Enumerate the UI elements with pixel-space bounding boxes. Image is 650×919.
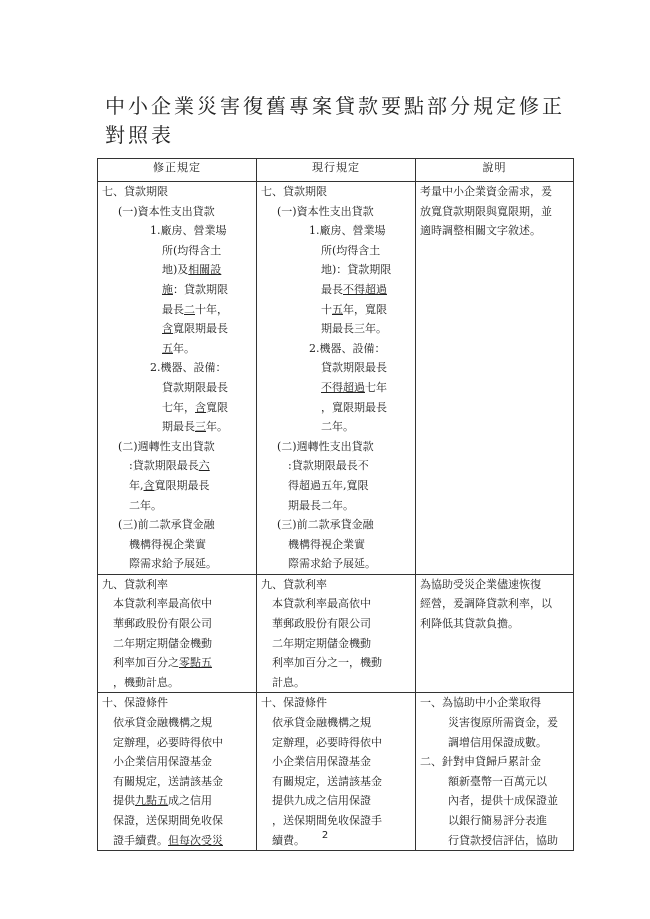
current-line: 二年期定期儲金機動 [272,636,371,650]
note-cell [416,574,574,693]
document-title: 中小企業災害復舊專案貸款要點部分規定修正對照表 [105,94,565,147]
note-line: 適時調整相關文字敘述。 [420,224,541,238]
current-line: 貸款期限最長 [321,361,387,375]
amended-text: 二 [184,302,195,316]
revised-line: 年,含寬限期最長 [118,478,210,492]
revised-line: 華郵政股份有限公司 [113,617,212,631]
note-line: 放寬貸款期限與寬限期，並 [420,204,552,218]
amended-text: 相關設 [188,263,222,277]
current-line: 得超過五年,寬限 [277,478,369,492]
current-line: 七、貸款期限 [261,185,327,198]
current-cell [257,693,416,851]
current-line: 所(均得含土 [321,243,381,257]
revised-line: 提供九點五成之信用 [113,794,212,808]
note-line: 一、為協助中小企業取得 [420,696,541,710]
revised-line: 最長二十年， [162,302,228,316]
revised-line: 十、保證條件 [102,696,168,710]
revised-line: 有關規定，送請該基金 [113,774,223,788]
current-line: 小企業信用保證基金 [272,755,371,769]
revised-line: 五年。 [162,341,195,355]
note-line: 二、針對申貸歸戶累計金 [420,755,541,769]
table-row [98,693,574,851]
amended-text: 九點五 [135,794,168,808]
note-line: 調增信用保證成數。 [448,735,547,749]
current-line: 1.廠房、營業場 [309,224,386,238]
revised-line: 定辦理，必要時得依中 [113,735,223,749]
revised-line: 機構得視企業實 [118,537,206,551]
revised-line: 期最長三年。 [162,420,228,434]
revised-line: 九、貸款利率 [102,577,168,591]
note-line: 利降低其貸款負擔。 [420,617,519,631]
revised-line: 含寬限期最長 [162,322,228,336]
current-line: ，寬限期最長 [321,400,387,414]
revised-line: (三)前二款承貸金融 [118,518,215,532]
current-line: 二年。 [321,420,354,434]
current-line: 機構得視企業實 [277,537,365,551]
current-line: 有關規定，送請該基金 [272,774,382,788]
header-revised: 修正規定 [98,159,257,182]
revised-line: 依承貸金融機構之規 [113,716,212,730]
amended-text: 三 [195,420,206,434]
note-line: 以銀行簡易評分表進 [448,814,547,827]
revised-line: 證手續費。但每次受災 [113,833,223,847]
note-line: 行貸款授信評估，協助 [448,833,558,847]
current-line: (一)資本性支出貸款 [277,204,374,218]
current-line: (三)前二款承貸金融 [277,518,374,532]
note-line: 內者，提供十成保證並 [448,794,558,808]
note-line: 額新臺幣一百萬元以 [448,774,547,788]
amended-text: 含 [195,400,206,414]
revised-line: 施：貸款期限 [162,282,228,296]
current-cell [257,574,416,693]
amended-text: 六 [198,459,210,473]
revised-line: ，機動計息。 [113,675,179,689]
revised-line: (一)資本性支出貸款 [118,204,215,218]
amended-text: 零點五 [179,656,212,670]
current-line: 最長不得超過 [321,282,387,296]
amended-text: 五 [162,341,173,355]
page-number: 2 [321,830,329,841]
revised-line: 二年。 [118,498,162,512]
current-line: 際需求給予展延。 [277,557,376,571]
current-cell [257,182,416,575]
current-line: 續費。 [272,833,305,847]
current-line: 地)：貸款期限 [321,263,392,277]
header-note: 說明 [416,159,574,182]
revised-line: 二年期定期儲金機動 [113,636,212,650]
current-line: (二)週轉性支出貸款 [277,439,374,453]
revised-line: 七年，含寬限 [162,400,228,414]
current-line: ，送保期間免收保證手 [272,814,382,827]
amended-text: 含 [143,478,155,492]
amended-text: 不得超過 [321,380,365,394]
current-line: 2.機器、設備： [309,341,386,355]
revised-line: (二)週轉性支出貸款 [118,439,215,453]
current-line: 期最長二年。 [277,498,354,512]
revised-line: 本貸款利率最高依中 [113,597,212,611]
header-current: 現行規定 [257,159,416,182]
amended-text: 但每次受災 [168,833,223,847]
note-cell [416,182,574,575]
amended-text: 施 [162,282,173,296]
current-line: 提供九成之信用保證 [272,794,371,808]
table-header-row [98,159,574,182]
revised-line: 利率加百分之零點五 [113,656,212,670]
note-line: 經營，爰調降貸款利率，以 [420,597,552,611]
revised-line: 1.廠房、營業場 [150,224,227,238]
note-line: 為協助受災企業儘速恢復 [420,577,541,591]
current-line: 十五年，寬限 [321,302,387,316]
revised-line: 2.機器、設備： [150,361,227,375]
current-line: 期最長三年。 [321,322,387,336]
revised-line: 貸款期限最長 [162,380,228,394]
note-line: 考量中小企業資金需求，爰 [420,185,552,198]
revised-line: 際需求給予展延。 [118,557,217,571]
revised-line: 地)及相關設 [162,263,222,277]
current-line: 定辦理，必要時得依中 [272,735,382,749]
current-line: 不得超過七年 [321,380,387,394]
current-line: 計息。 [272,675,305,689]
amended-text: 五 [332,302,343,316]
revised-line: 保證，送保期間免收保 [113,814,223,827]
table-row [98,574,574,693]
revised-line: :貸款期限最長六 [118,459,210,473]
comparison-table [97,158,574,851]
amended-text: 不得超過 [343,282,387,296]
current-line: 依承貸金融機構之規 [272,716,371,730]
revised-cell [98,182,257,575]
revised-cell [98,693,257,851]
revised-line: 小企業信用保證基金 [113,755,212,769]
table-row [98,182,574,575]
current-line: 十、保證條件 [261,696,327,710]
amended-text: 含 [162,322,173,336]
revised-cell [98,574,257,693]
revised-line: 七、貸款期限 [102,185,168,198]
current-line: 利率加百分之一，機動 [272,656,382,670]
current-line: 本貸款利率最高依中 [272,597,371,611]
current-line: 九、貸款利率 [261,577,327,591]
revised-line: 所(均得含土 [162,243,222,257]
current-line: :貸款期限最長不 [277,459,369,473]
note-line: 災害復原所需資金，爰 [448,716,558,730]
note-cell [416,693,574,851]
current-line: 華郵政股份有限公司 [272,617,371,631]
